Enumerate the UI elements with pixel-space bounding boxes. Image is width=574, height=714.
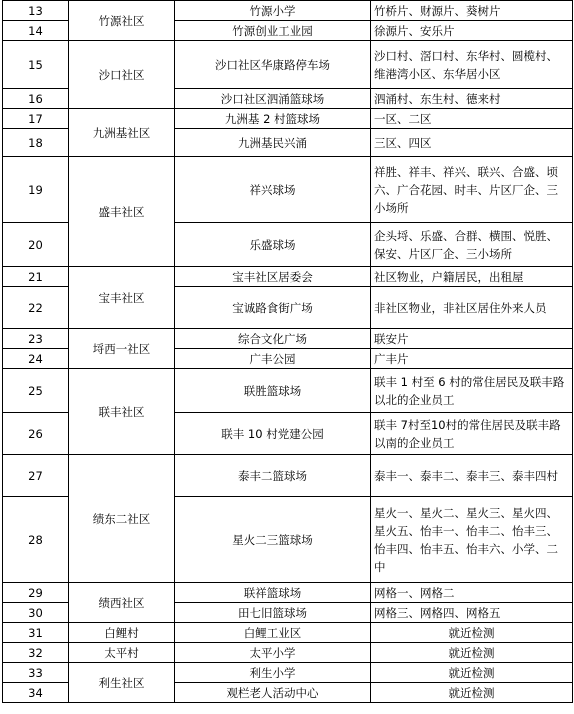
service-area: 竹桥片、财源片、葵树片 — [371, 1, 573, 21]
row-number: 16 — [3, 89, 69, 109]
service-area: 就近检测 — [371, 683, 573, 703]
row-number: 26 — [3, 413, 69, 455]
row-number: 24 — [3, 349, 69, 369]
table-row — [3, 643, 573, 663]
service-area: 联丰 7村至10村的常住居民及联丰路以南的企业员工 — [371, 413, 573, 455]
table-row — [3, 369, 573, 413]
community-name: 绩东二社区 — [69, 455, 175, 583]
community-name: 联丰社区 — [69, 369, 175, 455]
testing-site: 沙口社区泗涌篮球场 — [175, 89, 371, 109]
community-name: 九洲基社区 — [69, 109, 175, 157]
service-area: 三区、四区 — [371, 129, 573, 157]
row-number: 21 — [3, 267, 69, 287]
testing-site: 九洲基民兴涌 — [175, 129, 371, 157]
row-number: 22 — [3, 287, 69, 329]
service-area: 一区、二区 — [371, 109, 573, 129]
row-number: 18 — [3, 129, 69, 157]
testing-site: 联祥篮球场 — [175, 583, 371, 603]
community-name: 宝丰社区 — [69, 267, 175, 329]
testing-sites-table — [2, 0, 573, 703]
service-area: 星火一、星火二、星火三、星火四、星火五、怡丰一、怡丰二、怡丰三、怡丰四、怡丰五、怡丰六、小学、二中 — [371, 497, 573, 583]
table-row — [3, 583, 573, 603]
community-name: 利生社区 — [69, 663, 175, 703]
service-area: 联安片 — [371, 329, 573, 349]
service-area: 徐源片、安乐片 — [371, 21, 573, 41]
row-number: 34 — [3, 683, 69, 703]
row-number: 15 — [3, 41, 69, 89]
service-area: 联丰 1 村至 6 村的常住居民及联丰路以北的企业员工 — [371, 369, 573, 413]
service-area: 就近检测 — [371, 663, 573, 683]
testing-site: 太平小学 — [175, 643, 371, 663]
service-area: 沙口村、滘口村、东华村、圆榄村、维港湾小区、东华居小区 — [371, 41, 573, 89]
row-number: 31 — [3, 623, 69, 643]
testing-site: 乐盛球场 — [175, 223, 371, 267]
row-number: 32 — [3, 643, 69, 663]
table-row — [3, 157, 573, 223]
row-number: 20 — [3, 223, 69, 267]
row-number: 19 — [3, 157, 69, 223]
community-name: 盛丰社区 — [69, 157, 175, 267]
testing-site: 利生小学 — [175, 663, 371, 683]
testing-site: 泰丰二篮球场 — [175, 455, 371, 497]
row-number: 30 — [3, 603, 69, 623]
table-row — [3, 267, 573, 287]
row-number: 17 — [3, 109, 69, 129]
service-area: 就近检测 — [371, 643, 573, 663]
row-number: 25 — [3, 369, 69, 413]
table-row — [3, 109, 573, 129]
service-area: 泰丰一、泰丰二、泰丰三、泰丰四村 — [371, 455, 573, 497]
testing-site: 田七旧篮球场 — [175, 603, 371, 623]
service-area: 社区物业，户籍居民，出租屋 — [371, 267, 573, 287]
community-name: 太平村 — [69, 643, 175, 663]
service-area: 企头埒、乐盛、合群、横围、悦胜、保安、片区厂企、三小场所 — [371, 223, 573, 267]
row-number: 14 — [3, 21, 69, 41]
testing-site: 宝诚路食街广场 — [175, 287, 371, 329]
table-row — [3, 455, 573, 497]
row-number: 28 — [3, 497, 69, 583]
row-number: 23 — [3, 329, 69, 349]
row-number: 29 — [3, 583, 69, 603]
service-area: 祥胜、祥丰、祥兴、联兴、合盛、顷六、广合花园、时丰、片区厂企、三小场所 — [371, 157, 573, 223]
community-name: 埒西一社区 — [69, 329, 175, 369]
testing-site: 观栏老人活动中心 — [175, 683, 371, 703]
table-row — [3, 41, 573, 89]
testing-site: 星火二三篮球场 — [175, 497, 371, 583]
community-name: 沙口社区 — [69, 41, 175, 109]
testing-site: 祥兴球场 — [175, 157, 371, 223]
table-row — [3, 623, 573, 643]
table-row — [3, 329, 573, 349]
community-name: 绩西社区 — [69, 583, 175, 623]
service-area: 非社区物业，非社区居住外来人员 — [371, 287, 573, 329]
testing-site: 竹源小学 — [175, 1, 371, 21]
row-number: 27 — [3, 455, 69, 497]
service-area: 网格一、网格二 — [371, 583, 573, 603]
table-row — [3, 663, 573, 683]
testing-site: 沙口社区华康路停车场 — [175, 41, 371, 89]
testing-site: 联胜篮球场 — [175, 369, 371, 413]
community-name: 白鲤村 — [69, 623, 175, 643]
service-area: 泗涌村、东生村、德来村 — [371, 89, 573, 109]
community-name: 竹源社区 — [69, 1, 175, 41]
testing-site: 九洲基 2 村篮球场 — [175, 109, 371, 129]
service-area: 网格三、网格四、网格五 — [371, 603, 573, 623]
testing-site: 广丰公园 — [175, 349, 371, 369]
row-number: 33 — [3, 663, 69, 683]
table-row — [3, 1, 573, 21]
service-area: 广丰片 — [371, 349, 573, 369]
testing-site: 竹源创业工业园 — [175, 21, 371, 41]
service-area: 就近检测 — [371, 623, 573, 643]
testing-site: 综合文化广场 — [175, 329, 371, 349]
row-number: 13 — [3, 1, 69, 21]
testing-site: 白鲤工业区 — [175, 623, 371, 643]
testing-site: 联丰 10 村党建公园 — [175, 413, 371, 455]
testing-site: 宝丰社区居委会 — [175, 267, 371, 287]
